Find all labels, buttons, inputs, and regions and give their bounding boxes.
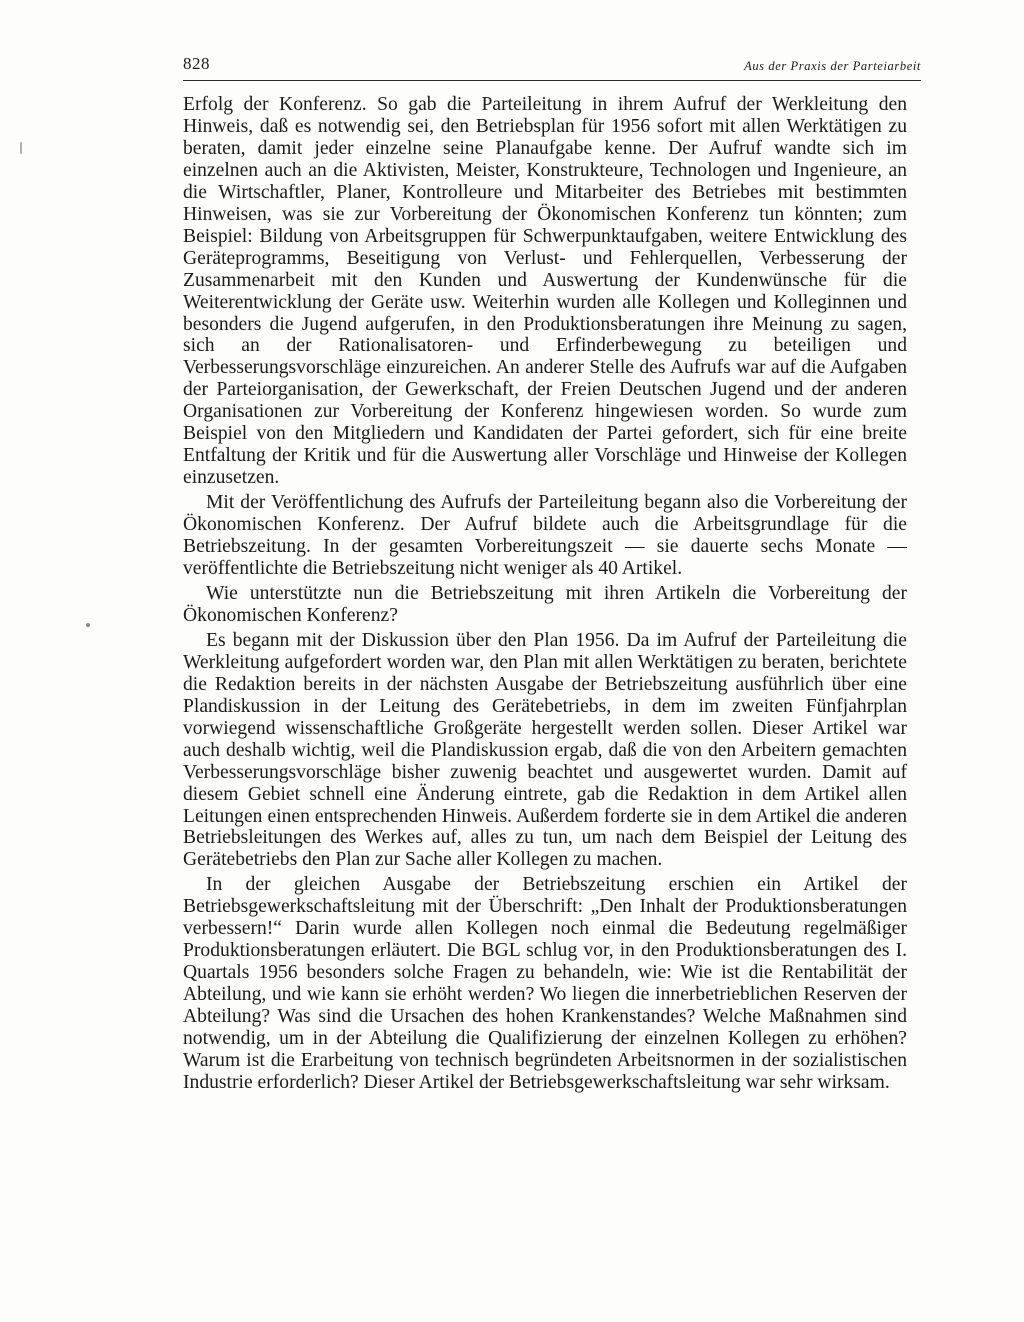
- body-text: [183, 94, 907, 1097]
- scan-dust-mark: [86, 623, 90, 627]
- page-header: [183, 50, 921, 81]
- running-head: Aus der Praxis der Parteiarbeit: [744, 59, 921, 73]
- paragraph: Es begann mit der Diskussion über den Plan 1956. Da im Aufruf der Parteileitung die Werkleitung aufgefordert worden war, den Plan mit allen Werktätigen zu beraten, berichtete die Redaktion bereits in der nächsten Ausgabe der Betriebszeitung ausführlich über eine Plandiskussion in der Leitung des Gerätebetriebs, in dem im zweiten Fünfjahrplan vorwiegend wissenschaftliche Großgeräte hergestellt werden sollen. Dieser Artikel war auch deshalb wichtig, weil die Plandiskussion ergab, daß die von den Arbeitern gemachten Verbesserungsvorschläge bisher zuwenig beachtet und ausgewertet wurden. Damit auf diesem Gebiet schnell eine Änderung eintrete, gab die Redaktion in dem Artikel allen Leitungen einen entsprechenden Hinweis. Außerdem forderte sie in dem Artikel die anderen Betriebsleitungen des Werkes auf, alles zu tun, um nach dem Beispiel der Leitung des Gerätebetriebs den Plan zur Sache aller Kollegen zu machen.: [183, 629, 907, 871]
- page-number: 828: [183, 54, 210, 73]
- paragraph: Mit der Veröffentlichung des Aufrufs der Parteileitung begann also die Vorbereitung der Ökonomischen Konferenz. Der Aufruf bildete auch die Arbeitsgrundlage für die Betriebszeitung. In der gesamten Vorbereitungszeit — sie dauerte sechs Monate — veröffentlichte die Betriebszeitung nicht weniger als 40 Artikel.: [183, 492, 907, 580]
- paragraph-continued: Erfolg der Konferenz. So gab die Parteileitung in ihrem Aufruf der Werkleitung den Hinweis, daß es notwendig sei, den Betriebsplan für 1956 sofort mit allen Werktätigen zu beraten, damit jeder einzelne seine Planaufgabe kenne. Der Aufruf wandte sich im einzelnen auch an die Aktivisten, Meister, Konstrukteure, Technologen und Ingenieure, an die Wirtschaftler, Planer, Kontrolleure und Mitarbeiter des Betriebes mit bestimmten Hinweisen, was sie zur Vorbereitung der Ökonomischen Konferenz tun könnten; zum Beispiel: Bildung von Arbeitsgruppen für Schwerpunktaufgaben, weitere Entwicklung des Geräteprogramms, Beseitigung von Verlust- und Fehlerquellen, Verbesserung der Zusammenarbeit mit den Kunden und Auswertung der Kundenwünsche für die Weiterentwicklung der Geräte usw. Weiterhin wurden alle Kollegen und Kolleginnen und besonders die Jugend aufgerufen, in den Produktionsberatungen ihre Meinung zu sagen, sich an der Rationalisatoren- und Erfinderbewegung zu beteiligen und Verbesserungsvorschläge einzureichen. An anderer Stelle des Aufrufs war auf die Aufgaben der Parteiorganisation, der Gewerkschaft, der Freien Deutschen Jugend und der anderen Organisationen zur Vorbereitung der Konferenz hingewiesen worden. So wurde zum Beispiel von den Mitgliedern und Kandidaten der Partei gefordert, sich für eine breite Entfaltung der Kritik und für die Auswertung aller Vorschläge und Hinweise der Kollegen einzusetzen.: [183, 94, 907, 489]
- scan-dust-mark: [20, 142, 22, 154]
- paragraph: Wie unterstützte nun die Betriebszeitung mit ihren Artikeln die Vorbereitung der Ökonomischen Konferenz?: [183, 582, 907, 626]
- paragraph: In der gleichen Ausgabe der Betriebszeitung erschien ein Artikel der Betriebsgewerkschaftsleitung mit der Überschrift: „Den Inhalt der Produktionsberatungen verbessern!“ Darin wurde allen Kollegen noch einmal die Bedeutung regelmäßiger Produktionsberatungen erläutert. Die BGL schlug vor, in den Produktionsberatungen des I. Quartals 1956 besonders solche Fragen zu behandeln, wie: Wie ist die Rentabilität der Abteilung, und wie kann sie erhöht werden? Wo liegen die innerbetrieblichen Reserven der Abteilung? Was sind die Ursachen des hohen Krankenstandes? Welche Maßnahmen sind notwendig, um in der Abteilung die Qualifizierung der einzelnen Kollegen zu erhöhen? Warum ist die Erarbeitung von technisch begründeten Arbeitsnormen in der sozialistischen Industrie erforderlich? Dieser Artikel der Betriebsgewerkschaftsleitung war sehr wirksam.: [183, 874, 907, 1093]
